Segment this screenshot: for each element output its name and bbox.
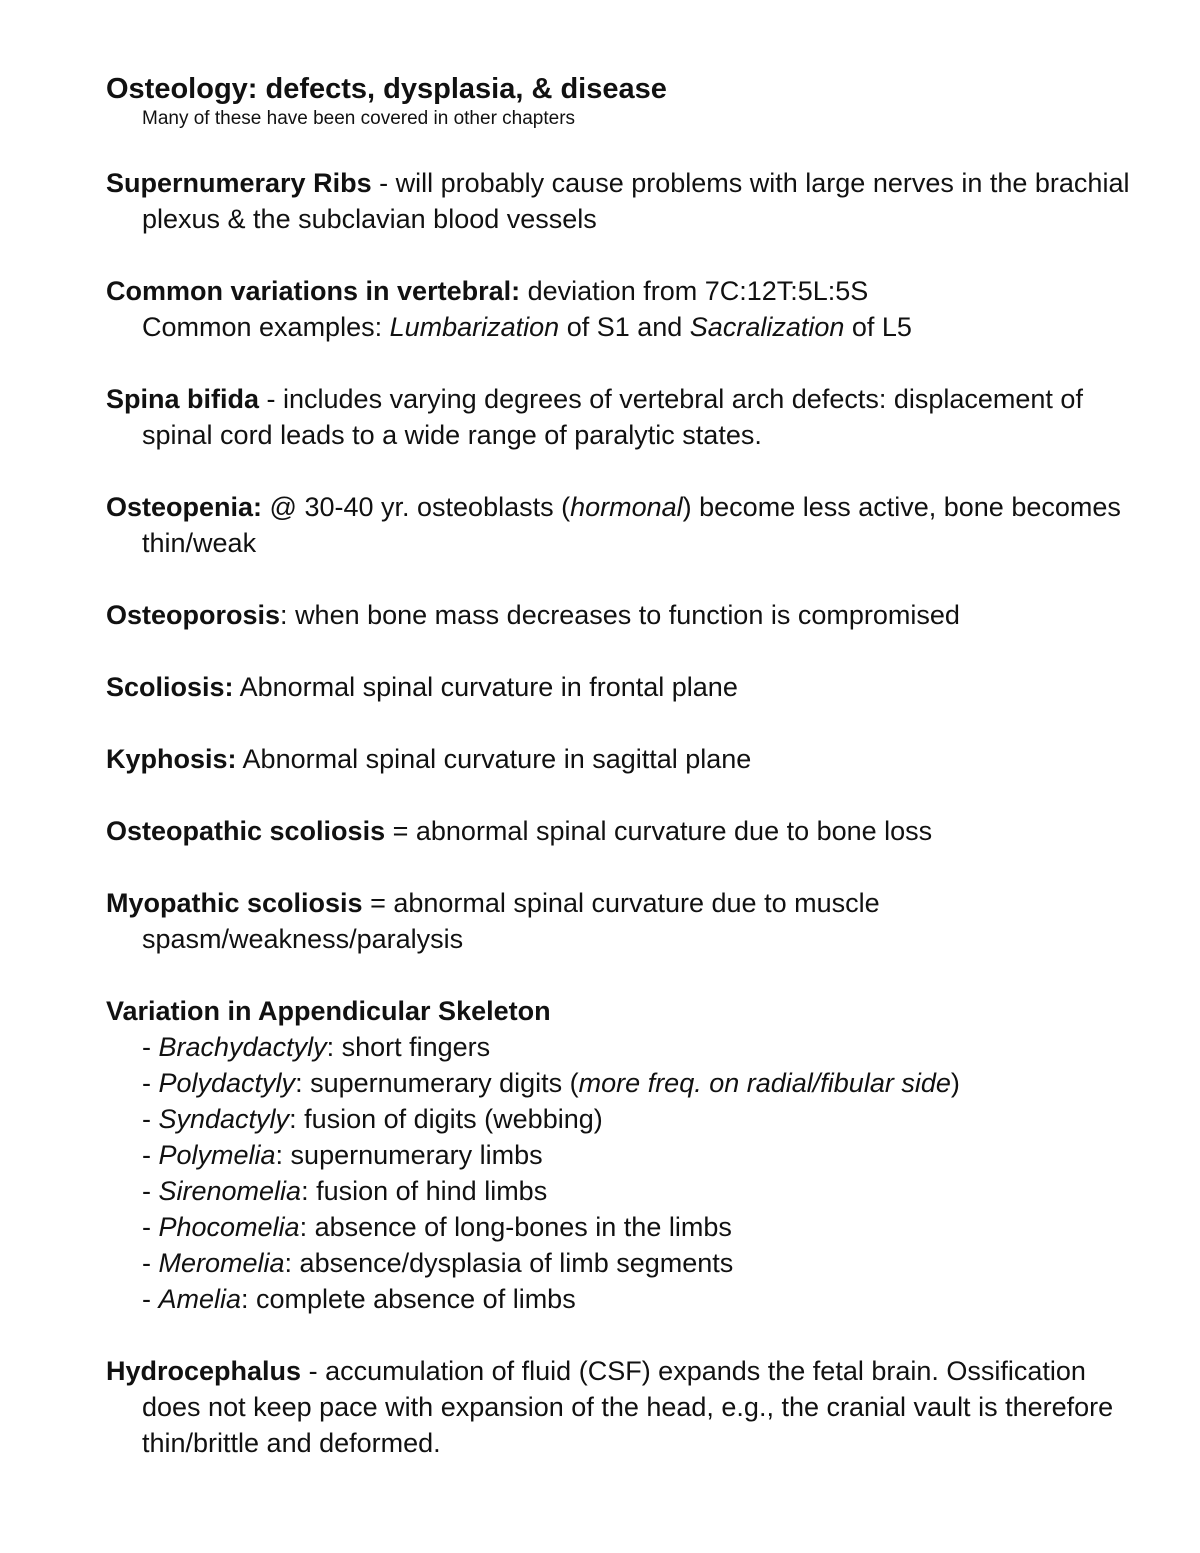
entry-text: will probably cause problems with large nerves in the brachial plexus & the subclavian blood vessels [142,168,1130,234]
entry-term: Myopathic scoliosis [106,888,363,918]
entry-term: Hydrocephalus [106,1356,302,1386]
entry-osteoporosis: Osteoporosis: when bone mass decreases to function is compromised [106,600,960,630]
entry-term: Common variations in vertebral: [106,276,521,306]
list-item: - Meromelia: absence/dysplasia of limb segments [142,1248,734,1278]
entry-text: Abnormal spinal curvature in frontal plane [239,672,738,702]
entry-text: abnormal spinal curvature due to bone loss [415,816,933,846]
entry-term: Scoliosis: [106,672,234,702]
entry-term: Kyphosis: [106,744,237,774]
entry-term: Osteopenia: [106,492,263,522]
entry-text: when bone mass decreases to function is compromised [295,600,960,630]
list-item: - Polydactyly: supernumerary digits (more freq. on radial/fibular side) [142,1068,960,1098]
entry-osteopenia: Osteopenia: @ 30-40 yr. osteoblasts (hormonal) become less active, bone becomes thin/weak [106,492,1121,558]
entry-term: Supernumerary Ribs [106,168,372,198]
list-item: - Brachydactyly: short fingers [142,1032,491,1062]
document-page [106,72,1146,1461]
entry-text: includes varying degrees of vertebral arch defects: displacement of spinal cord leads to a wide range of paralytic states. [142,384,1083,450]
entry-text: deviation from 7C:12T:5L:5S [527,276,869,306]
entry-vertebral-examples: Common examples: Lumbarization of S1 and Sacralization of L5 [142,312,912,342]
term-lumbarization: Lumbarization [389,312,560,342]
entry-hydrocephalus: Hydrocephalus - accumulation of fluid (CSF) expands the fetal brain. Ossification does not keep pace with expansion of the head, e.g., the cranial vault is therefore thin/brittle and deformed. [106,1356,1114,1458]
list-item: - Sirenomelia: fusion of hind limbs [142,1176,548,1206]
entry-text: Abnormal spinal curvature in sagittal plane [242,744,752,774]
appendicular-heading: Variation in Appendicular Skeleton [106,996,551,1026]
entry-supernumerary-ribs: Supernumerary Ribs - will probably cause problems with large nerves in the brachial plexus & the subclavian blood vessels [106,168,1130,234]
entry-osteopathic-scoliosis: Osteopathic scoliosis = abnormal spinal curvature due to bone loss [106,816,933,846]
list-item: - Syndactyly: fusion of digits (webbing) [142,1104,603,1134]
term-sacralization: Sacralization [689,312,845,342]
appendicular-list [106,1029,1146,1317]
list-item: - Phocomelia: absence of long-bones in the limbs [142,1212,732,1242]
entry-vertebral-variations [106,273,1146,309]
entry-scoliosis [106,669,1146,705]
list-item: - Amelia: complete absence of limbs [142,1284,576,1314]
document-subtitle: Many of these have been covered in other chapters [142,108,576,129]
entry-text: abnormal spinal curvature due to muscle spasm/weakness/paralysis [142,888,880,954]
entry-myopathic-scoliosis: Myopathic scoliosis = abnormal spinal curvature due to muscle spasm/weakness/paralysis [106,888,880,954]
list-item: - Polymelia: supernumerary limbs [142,1140,543,1170]
document-title: Osteology: defects, dysplasia, & disease [106,73,667,105]
entry-term: Spina bifida [106,384,260,414]
entry-term: Osteoporosis [106,600,281,630]
entry-kyphosis [106,741,1146,777]
entry-text: accumulation of fluid (CSF) expands the fetal brain. Ossification does not keep pace with expansion of the head, e.g., the cranial vault is therefore thin/brittle and deformed. [142,1356,1114,1458]
entry-term: Osteopathic scoliosis [106,816,386,846]
entry-spina-bifida: Spina bifida - includes varying degrees of vertebral arch defects: displacement of spinal cord leads to a wide range of paralytic states. [106,384,1083,450]
